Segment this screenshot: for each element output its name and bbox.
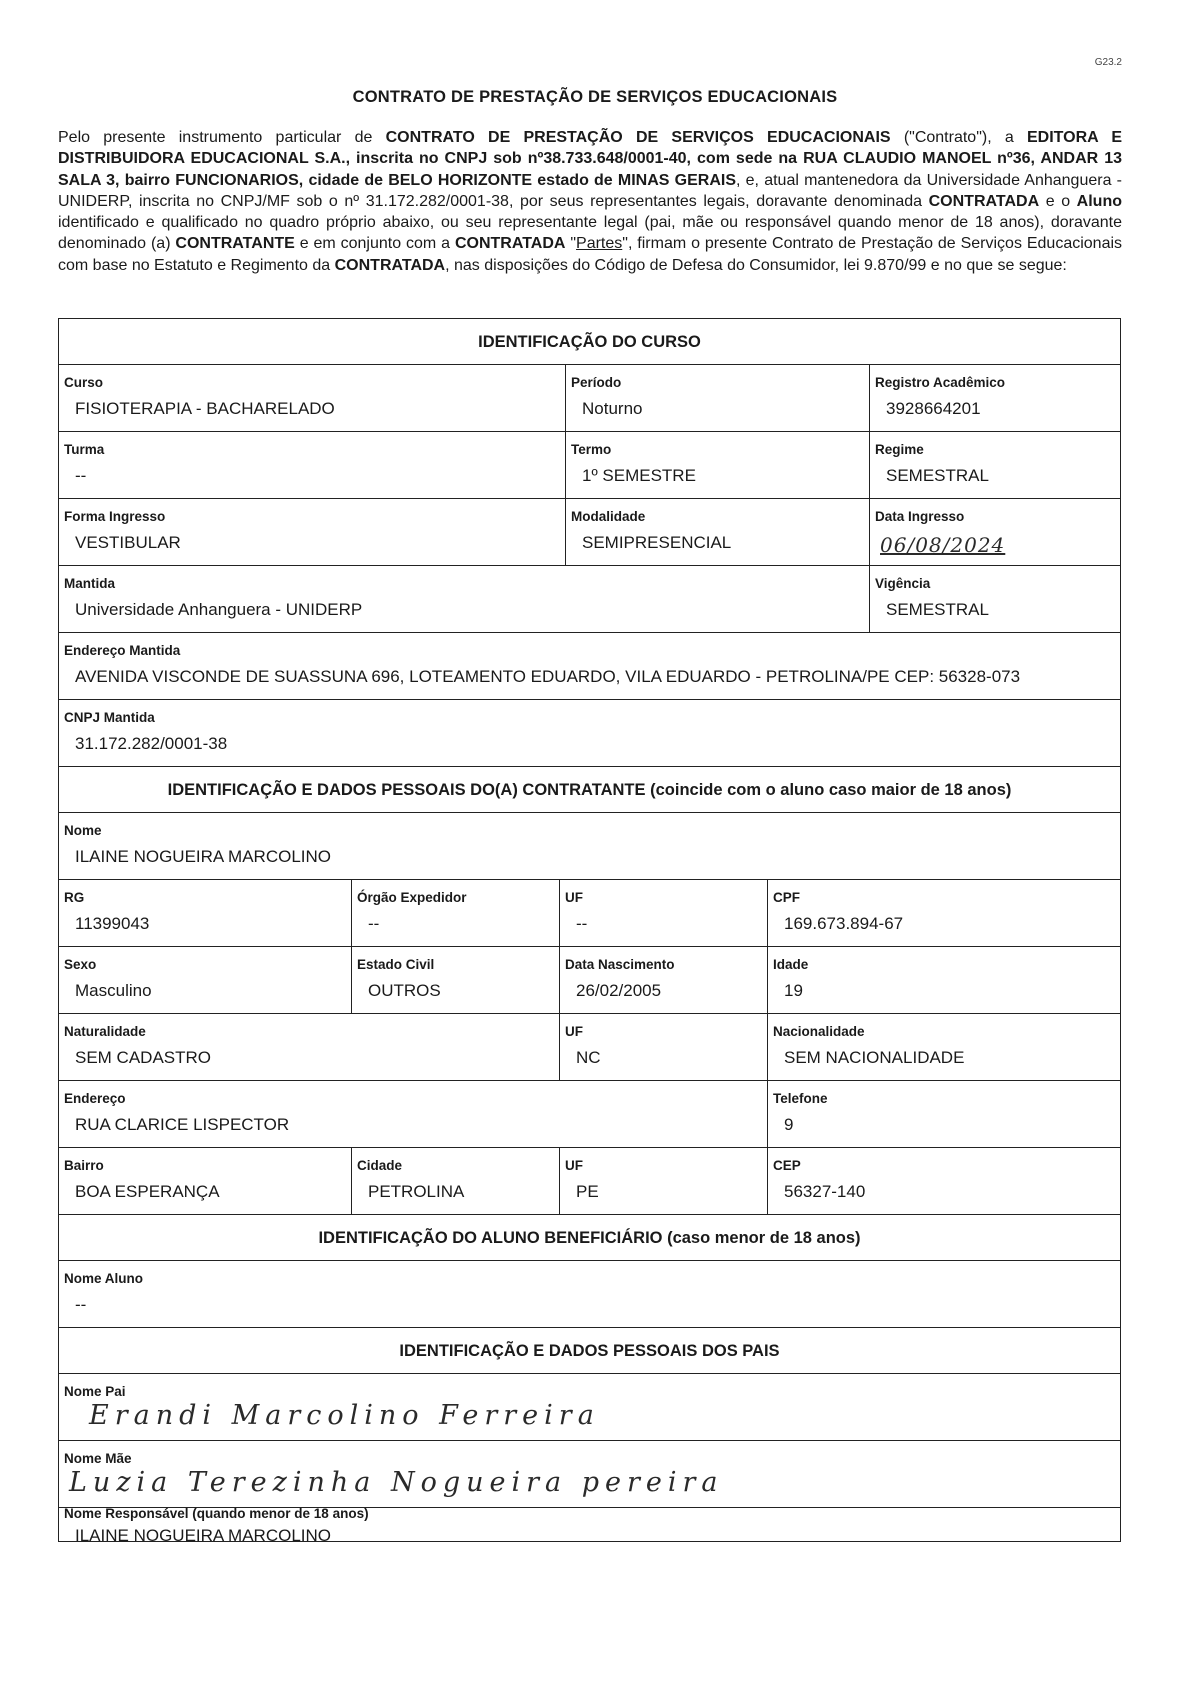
field-periodo <box>565 365 869 431</box>
field-label: Nacionalidade <box>773 1024 865 1039</box>
field-nome <box>59 813 1120 879</box>
field-label: Data Ingresso <box>875 509 965 524</box>
row-localidade <box>59 1148 1120 1215</box>
field-termo <box>565 432 869 498</box>
field-uf-cidade <box>559 1148 767 1214</box>
field-value: 11399043 <box>75 914 150 933</box>
field-value: 1º SEMESTRE <box>582 466 696 485</box>
intro-paragraph <box>58 127 1122 276</box>
field-curso <box>59 365 565 431</box>
field-telefone <box>767 1081 1121 1147</box>
field-value: NC <box>576 1048 601 1067</box>
field-value: 9 <box>784 1115 794 1134</box>
row-naturalidade <box>59 1014 1120 1081</box>
field-label: Naturalidade <box>64 1024 146 1039</box>
intro-text: " <box>565 235 577 253</box>
field-value: 19 <box>784 981 803 1000</box>
field-bairro <box>59 1148 351 1214</box>
field-label: Regime <box>875 442 924 457</box>
handwritten-date: 06/08/2024 <box>880 533 1006 557</box>
field-value: Noturno <box>582 399 643 418</box>
intro-underline: Partes <box>576 235 623 253</box>
field-value: -- <box>75 1295 87 1314</box>
field-orgao-expedidor <box>351 880 559 946</box>
field-label: Bairro <box>64 1158 104 1173</box>
field-label: Registro Acadêmico <box>875 375 1006 390</box>
field-value: 56327-140 <box>784 1182 866 1201</box>
field-cidade <box>351 1148 559 1214</box>
field-value: PE <box>576 1182 599 1201</box>
field-label: Nome <box>64 823 102 838</box>
intro-text: ("Contrato"), a <box>890 129 1027 146</box>
document-code: G23.2 <box>1094 57 1122 68</box>
row-endereco <box>59 1081 1120 1148</box>
field-modalidade <box>565 499 869 565</box>
field-label: Endereço <box>64 1091 126 1106</box>
row-nome-pai <box>59 1374 1120 1441</box>
field-label: Curso <box>64 375 104 390</box>
section-heading-aluno: IDENTIFICAÇÃO DO ALUNO BENEFICIÁRIO (caso menor de 18 anos) <box>59 1215 1120 1261</box>
field-label: Endereço Mantida <box>64 643 181 658</box>
field-value: 31.172.282/0001-38 <box>75 734 228 753</box>
field-label: Sexo <box>64 957 97 972</box>
field-value: SEM NACIONALIDADE <box>784 1048 965 1067</box>
field-cnpj-mantida <box>59 700 1120 766</box>
field-value: SEMESTRAL <box>886 600 989 619</box>
section-heading-curso: IDENTIFICAÇÃO DO CURSO <box>59 319 1120 365</box>
field-label: Idade <box>773 957 809 972</box>
field-label: Estado Civil <box>357 957 435 972</box>
field-label: CNPJ Mantida <box>64 710 155 725</box>
field-estado-civil <box>351 947 559 1013</box>
intro-text: Pelo presente instrumento particular de <box>58 129 386 146</box>
intro-bold: CONTRATADA <box>334 256 446 274</box>
row-nome-mae <box>59 1441 1120 1508</box>
field-sexo <box>59 947 351 1013</box>
field-label: Nome Pai <box>64 1384 126 1399</box>
intro-bold: Aluno <box>1076 192 1122 210</box>
intro-text: , e, atual mantenedora da Universidade Anhanguera - UNIDERP, inscrita no CNPJ/MF sob o nº 31.172.282/0001-38, por seus representantes legais, doravante denominada <box>58 171 1122 210</box>
row-endereco-mantida <box>59 633 1120 700</box>
field-value: SEMIPRESENCIAL <box>582 533 732 552</box>
field-regime <box>869 432 1121 498</box>
field-value: VESTIBULAR <box>75 533 181 552</box>
row-ingresso <box>59 499 1120 566</box>
field-label: Nome Aluno <box>64 1271 143 1286</box>
field-nome-mae <box>59 1441 1120 1507</box>
field-data-ingresso <box>869 499 1121 565</box>
field-label: Modalidade <box>571 509 646 524</box>
field-idade <box>767 947 1121 1013</box>
field-responsavel <box>59 1506 1120 1545</box>
field-value: OUTROS <box>368 981 441 1000</box>
field-value: ILAINE NOGUEIRA MARCOLINO <box>75 1526 331 1545</box>
field-label: CEP <box>773 1158 801 1173</box>
field-registro-academico <box>869 365 1121 431</box>
field-mantida <box>59 566 869 632</box>
intro-bold: CONTRATADA <box>454 235 566 253</box>
field-nome-pai <box>59 1374 1120 1440</box>
field-value: BOA ESPERANÇA <box>75 1182 220 1201</box>
field-data-nascimento <box>559 947 767 1013</box>
field-value: -- <box>368 914 380 933</box>
row-responsavel <box>59 1506 1120 1545</box>
row-cnpj-mantida <box>59 700 1120 767</box>
field-label: UF <box>565 1024 583 1039</box>
field-label: Mantida <box>64 576 116 591</box>
field-label: Nome Responsável (quando menor de 18 anos) <box>64 1506 369 1521</box>
field-endereco-mantida <box>59 633 1120 699</box>
section-heading-contratante: IDENTIFICAÇÃO E DADOS PESSOAIS DO(A) CONTRATANTE (coincide com o aluno caso maior de 18 anos) <box>59 767 1120 813</box>
field-value: Universidade Anhanguera - UNIDERP <box>75 600 363 619</box>
field-vigencia <box>869 566 1121 632</box>
contract-form <box>58 318 1121 1545</box>
field-value: FISIOTERAPIA - BACHARELADO <box>75 399 335 418</box>
handwritten-name: Luzia Terezinha Nogueira pereira <box>69 1467 724 1498</box>
field-label: UF <box>565 890 583 905</box>
field-naturalidade <box>59 1014 559 1080</box>
intro-text: e em conjunto com a <box>294 235 455 253</box>
field-uf <box>559 880 767 946</box>
field-label: CPF <box>773 890 800 905</box>
row-turma <box>59 432 1120 499</box>
field-value: ILAINE NOGUEIRA MARCOLINO <box>75 847 331 866</box>
field-label: Data Nascimento <box>565 957 675 972</box>
field-cpf <box>767 880 1121 946</box>
field-cep <box>767 1148 1121 1214</box>
row-mantida <box>59 566 1120 633</box>
field-value: RUA CLARICE LISPECTOR <box>75 1115 290 1134</box>
field-label: Termo <box>571 442 612 457</box>
row-curso <box>59 365 1120 432</box>
field-value: SEMESTRAL <box>886 466 989 485</box>
field-value: SEM CADASTRO <box>75 1048 212 1067</box>
field-label: Nome Mãe <box>64 1451 132 1466</box>
field-endereco <box>59 1081 767 1147</box>
field-value: PETROLINA <box>368 1182 465 1201</box>
field-label: Vigência <box>875 576 931 591</box>
row-dados-pessoais <box>59 947 1120 1014</box>
intro-text: e o <box>1039 192 1077 210</box>
field-label: Período <box>571 375 622 390</box>
field-label: Cidade <box>357 1158 403 1173</box>
field-value: -- <box>75 466 87 485</box>
field-value: 3928664201 <box>886 399 981 418</box>
field-label: UF <box>565 1158 583 1173</box>
intro-text: ", firmam o presente Contrato de Prestação de Serviços Educacionais com base no Estatuto e Regimento da <box>58 235 1123 274</box>
field-turma <box>59 432 565 498</box>
intro-bold: CONTRATADA <box>928 192 1040 210</box>
section-heading-pais: IDENTIFICAÇÃO E DADOS PESSOAIS DOS PAIS <box>59 1328 1120 1374</box>
field-value: 169.673.894-67 <box>784 914 904 933</box>
field-nome-aluno <box>59 1261 1120 1327</box>
field-label: Turma <box>64 442 105 457</box>
field-forma-ingresso <box>59 499 565 565</box>
field-label: Telefone <box>773 1091 828 1106</box>
row-documentos <box>59 880 1120 947</box>
field-uf-naturalidade <box>559 1014 767 1080</box>
field-label: Forma Ingresso <box>64 509 166 524</box>
field-value: AVENIDA VISCONDE DE SUASSUNA 696, LOTEAMENTO EDUARDO, VILA EDUARDO - PETROLINA/PE CEP: 56328-073 <box>75 667 1021 686</box>
field-nacionalidade <box>767 1014 1121 1080</box>
field-label: RG <box>64 890 85 905</box>
handwritten-name: Erandi Marcolino Ferreira <box>89 1400 600 1431</box>
document-title: CONTRATO DE PRESTAÇÃO DE SERVIÇOS EDUCACIONAIS <box>352 88 838 106</box>
field-value: 26/02/2005 <box>576 981 662 1000</box>
row-nome-aluno <box>59 1261 1120 1328</box>
field-label: Órgão Expedidor <box>357 890 467 905</box>
intro-text: identificado e qualificado no quadro próprio abaixo, ou seu representante legal (pai, mãe ou responsável quando menor de 18 anos), doravante denominado (a) <box>58 214 1122 253</box>
field-rg <box>59 880 351 946</box>
field-value: Masculino <box>75 981 152 1000</box>
field-value: -- <box>576 914 588 933</box>
row-nome-contratante <box>59 813 1120 880</box>
intro-bold: EDITORA E DISTRIBUIDORA EDUCACIONAL S.A., inscrita no CNPJ sob nº38.733.648/0001-40, com sede na RUA CLAUDIO MANOEL nº36, ANDAR 13 SALA 3, bairro FUNCIONARIOS, cidade de BELO HORIZONTE estado de MINAS GERAIS <box>58 129 1123 189</box>
intro-bold: CONTRATANTE <box>175 235 295 253</box>
intro-text: , nas disposições do Código de Defesa do Consumidor, lei 9.870/99 e no que se segue: <box>445 256 1067 274</box>
intro-bold: CONTRATO DE PRESTAÇÃO DE SERVIÇOS EDUCACIONAIS <box>385 129 891 146</box>
